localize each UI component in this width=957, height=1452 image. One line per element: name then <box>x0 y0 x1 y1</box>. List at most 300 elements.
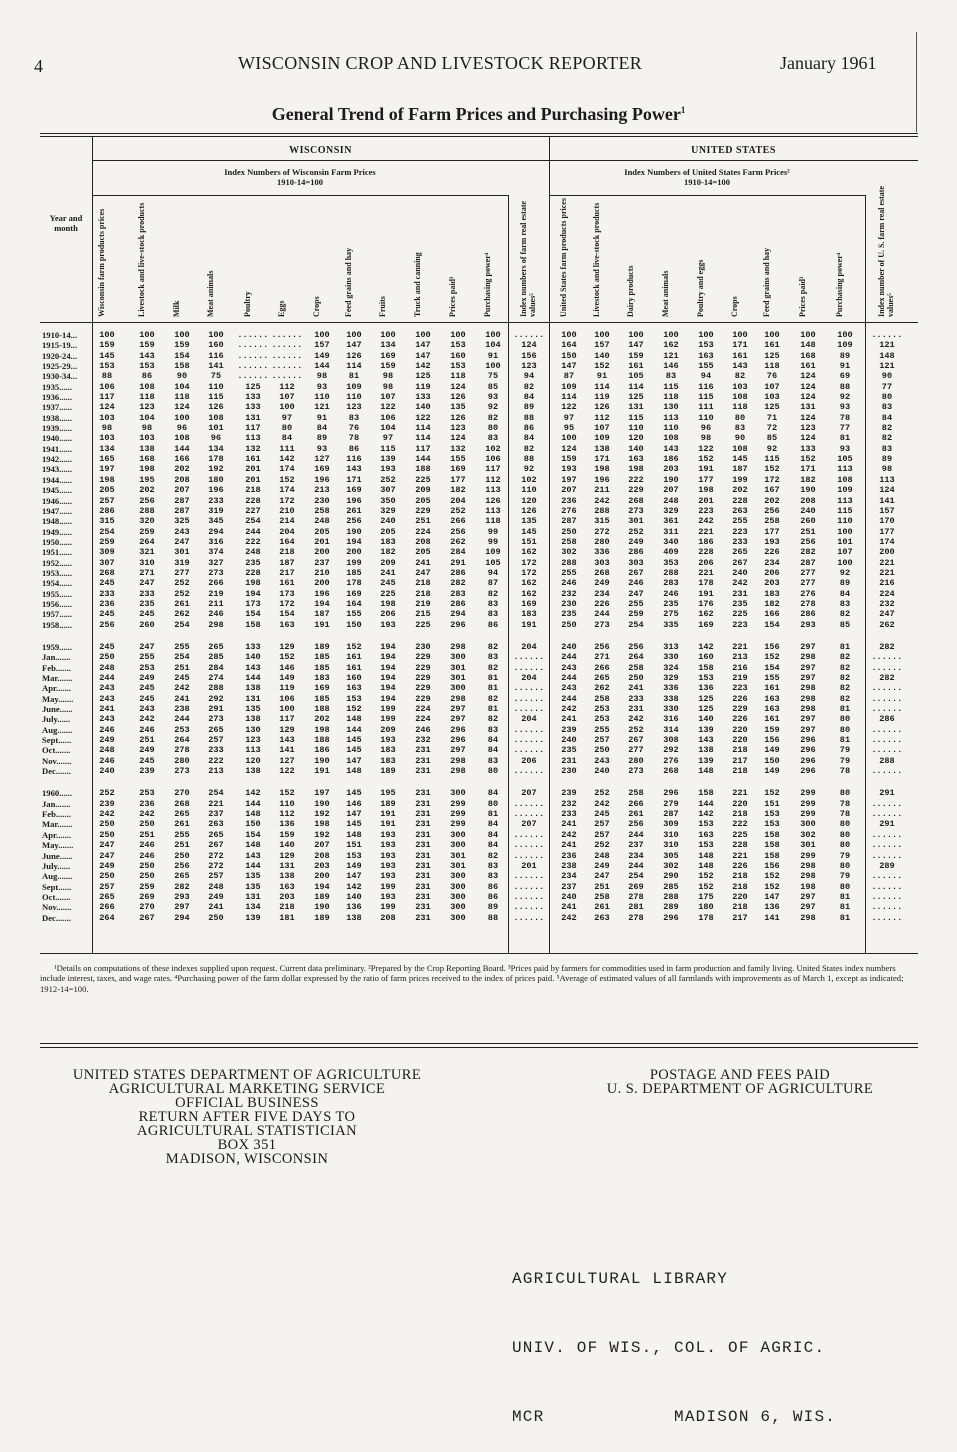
table-cell: 140 <box>279 840 295 851</box>
table-cell: 201 <box>245 474 261 485</box>
table-cell: 247 <box>879 609 895 620</box>
table-cell: 190 <box>314 755 330 766</box>
year-month-header: Year and month <box>49 213 83 233</box>
table-cell: 251 <box>415 516 431 527</box>
table-cell: 193 <box>380 891 396 902</box>
table-cell: 116 <box>208 350 224 361</box>
row-label: Aug....... <box>42 724 73 735</box>
title-footnote-mark: 1 <box>680 105 686 115</box>
table-cell: 214 <box>279 516 295 527</box>
table-cell: 186 <box>663 454 679 465</box>
table-cell: 247 <box>415 567 431 578</box>
table-cell: 169 <box>521 598 537 609</box>
table-cell: 224 <box>879 588 895 599</box>
table-cell: 190 <box>346 526 362 537</box>
table-cell: 129 <box>279 850 295 861</box>
table-cell: 231 <box>415 902 431 913</box>
table-cell: 257 <box>99 881 115 892</box>
table-row <box>40 454 920 464</box>
table-cell: 158 <box>698 662 714 673</box>
table-cell: ...... <box>513 652 545 663</box>
table-cell: ...... <box>513 704 545 715</box>
table-cell: ...... <box>513 881 545 892</box>
table-cell: 87 <box>563 371 575 382</box>
table-cell: 222 <box>245 536 261 547</box>
table-cell: 108 <box>663 433 679 444</box>
table-cell: 84 <box>487 745 499 756</box>
table-cell: 153 <box>698 673 714 683</box>
table-cell: 107 <box>279 392 295 403</box>
table-cell: 150 <box>764 755 780 766</box>
table-cell: ...... <box>871 798 903 809</box>
table-row <box>40 694 920 704</box>
us-group-header: UNITED STATES <box>691 145 776 156</box>
table-cell: 266 <box>208 578 224 589</box>
table-cell: 84 <box>523 433 535 444</box>
table-cell: 243 <box>174 526 190 537</box>
table-cell: 225 <box>415 619 431 630</box>
row-label: Sept...... <box>42 881 72 892</box>
table-cell: 258 <box>594 891 610 902</box>
table-cell: 244 <box>628 829 644 840</box>
table-cell: 147 <box>346 755 362 766</box>
table-cell: 121 <box>314 402 330 413</box>
table-cell: 136 <box>279 819 295 830</box>
row-label: 1952...... <box>42 557 73 568</box>
column-header: Truck and canning <box>413 252 422 317</box>
table-cell: 301 <box>450 662 466 673</box>
table-cell: 145 <box>346 788 362 799</box>
table-cell: 144 <box>314 361 330 372</box>
column-header: Meat animals <box>206 270 215 317</box>
table-cell: 216 <box>879 578 895 589</box>
column-header: Index numbers of farm real estate values⁵ <box>519 200 537 317</box>
table-cell: 240 <box>561 891 577 902</box>
table-cell: 160 <box>450 350 466 361</box>
table-cell: 256 <box>450 526 466 537</box>
table-cell: 97 <box>281 412 293 423</box>
row-label: Nov....... <box>42 902 72 913</box>
table-cell: 83 <box>881 443 893 454</box>
table-cell: 149 <box>279 673 295 683</box>
table-cell: 161 <box>764 714 780 725</box>
table-cell: 286 <box>450 598 466 609</box>
table-cell: 117 <box>279 714 295 725</box>
table-cell: 92 <box>766 443 778 454</box>
table-body <box>40 330 920 923</box>
table-cell: 259 <box>139 526 155 537</box>
table-cell: 296 <box>450 619 466 630</box>
table-cell: 126 <box>208 402 224 413</box>
table-cell: 265 <box>174 871 190 882</box>
table-cell: 154 <box>279 609 295 620</box>
table-cell: 242 <box>561 704 577 715</box>
table-cell: 158 <box>698 788 714 799</box>
running-title: WISCONSIN CROP AND LIVESTOCK REPORTER <box>238 53 643 73</box>
table-cell: 246 <box>139 850 155 861</box>
table-cell: 186 <box>698 536 714 547</box>
table-cell: 243 <box>561 662 577 673</box>
table-cell: 92 <box>839 392 851 403</box>
table-cell: 180 <box>208 474 224 485</box>
table-cell: 205 <box>380 526 396 537</box>
table-cell: 249 <box>99 735 115 746</box>
table-cell: 92 <box>839 567 851 578</box>
table-cell: 108 <box>732 443 748 454</box>
row-label: Apr....... <box>42 829 72 840</box>
table-cell: 162 <box>663 340 679 351</box>
table-cell: 118 <box>450 371 466 382</box>
table-cell: 118 <box>139 392 155 403</box>
table-cell: 82 <box>487 693 499 704</box>
table-cell: 80 <box>839 829 851 840</box>
table-cell: 259 <box>139 881 155 892</box>
table-cell: 172 <box>521 557 537 568</box>
postage-notice <box>570 1068 910 1096</box>
table-cell: 283 <box>663 578 679 589</box>
table-cell: 216 <box>732 662 748 673</box>
table-cell: 299 <box>450 819 466 830</box>
table-cell: 185 <box>314 662 330 673</box>
row-label: July...... <box>42 860 71 871</box>
table-cell: 286 <box>628 547 644 558</box>
table-cell: 320 <box>139 516 155 527</box>
table-cell: 294 <box>450 609 466 620</box>
table-cell: 154 <box>245 609 261 620</box>
table-cell: 329 <box>663 505 679 516</box>
table-cell: 206 <box>698 557 714 568</box>
table-cell: 103 <box>764 392 780 403</box>
table-cell: 313 <box>663 641 679 652</box>
table-row <box>40 537 920 547</box>
table-cell: 182 <box>450 485 466 496</box>
table-cell: 176 <box>698 598 714 609</box>
table-cell: 113 <box>245 745 261 756</box>
table-cell: 152 <box>346 704 362 715</box>
table-cell: ...... <box>871 912 903 923</box>
table-cell: 298 <box>800 652 816 663</box>
table-cell: 178 <box>698 578 714 589</box>
column-header: Purchasing power⁴ <box>835 252 844 317</box>
table-row <box>40 485 920 495</box>
table-row <box>40 840 920 850</box>
table-cell: 241 <box>380 567 396 578</box>
table-cell: 78 <box>839 766 851 777</box>
table-cell: 276 <box>663 755 679 766</box>
row-label: Nov....... <box>42 755 72 766</box>
table-cell: 171 <box>732 340 748 351</box>
table-cell: 78 <box>839 412 851 423</box>
table-cell: 100 <box>698 330 714 340</box>
table-row <box>40 371 920 381</box>
table-cell: 174 <box>279 485 295 496</box>
table-cell: 250 <box>628 673 644 683</box>
table-cell: 110 <box>698 412 714 423</box>
table-cell: 200 <box>346 547 362 558</box>
table-cell: 239 <box>99 798 115 809</box>
table-cell: 247 <box>99 840 115 851</box>
table-cell: 169 <box>314 464 330 475</box>
table-cell: 288 <box>879 755 895 766</box>
table-cell: 159 <box>628 350 644 361</box>
table-cell: 256 <box>174 860 190 871</box>
table-cell: 142 <box>698 641 714 652</box>
table-cell: 265 <box>208 829 224 840</box>
table-cell: 142 <box>698 809 714 820</box>
table-cell: 111 <box>698 402 714 413</box>
table-cell: 78 <box>348 433 360 444</box>
postage-line: U. S. DEPARTMENT OF AGRICULTURE <box>606 1081 874 1097</box>
table-cell: ...... <box>871 850 903 861</box>
table-row <box>40 809 920 819</box>
table-cell: 241 <box>561 840 577 851</box>
table-cell: 152 <box>698 871 714 882</box>
table-cell: 235 <box>561 745 577 756</box>
table-cell: 75 <box>210 371 222 382</box>
table-cell: 160 <box>346 673 362 683</box>
table-cell: 264 <box>99 912 115 923</box>
table-cell: ...... <box>271 361 303 372</box>
table-cell: ...... <box>871 902 903 913</box>
table-cell: 203 <box>764 578 780 589</box>
table-row <box>40 725 920 735</box>
table-cell: 225 <box>732 829 748 840</box>
table-cell: 230 <box>415 641 431 652</box>
table-cell: 191 <box>698 464 714 475</box>
table-cell: 98 <box>316 371 328 382</box>
table-cell: 243 <box>561 683 577 694</box>
column-header: Crops <box>312 296 321 317</box>
table-cell: 124 <box>521 340 537 351</box>
table-cell: 300 <box>450 683 466 694</box>
table-cell: 198 <box>800 881 816 892</box>
table-cell: 288 <box>663 891 679 902</box>
table-cell: 209 <box>380 557 396 568</box>
table-cell: 301 <box>174 547 190 558</box>
table-cell: 79 <box>839 755 851 766</box>
table-cell: 82 <box>881 433 893 444</box>
table-cell: 296 <box>800 766 816 777</box>
table-cell: 232 <box>561 798 577 809</box>
table-cell: 268 <box>99 567 115 578</box>
table-cell: 130 <box>245 724 261 735</box>
table-row <box>40 745 920 755</box>
table-cell: 273 <box>208 567 224 578</box>
table-cell: 205 <box>314 526 330 537</box>
table-cell: 100 <box>174 330 190 340</box>
table-cell: 126 <box>485 495 501 506</box>
table-cell: 209 <box>380 724 396 735</box>
table-cell: 258 <box>764 516 780 527</box>
table-cell: 126 <box>521 505 537 516</box>
table-cell: 261 <box>594 902 610 913</box>
table-cell: 81 <box>839 433 851 444</box>
table-cell: 231 <box>415 860 431 871</box>
table-row <box>40 516 920 526</box>
table-cell: 241 <box>208 902 224 913</box>
row-label: 1955...... <box>42 588 73 599</box>
table-cell: 222 <box>732 819 748 830</box>
table-cell: 246 <box>628 578 644 589</box>
table-cell: 135 <box>450 402 466 413</box>
table-cell: 133 <box>245 402 261 413</box>
table-cell: 298 <box>800 683 816 694</box>
table-cell: 218 <box>732 809 748 820</box>
table-cell: 231 <box>732 588 748 599</box>
table-cell: 291 <box>879 788 895 799</box>
table-cell: 148 <box>800 340 816 351</box>
table-cell: 254 <box>245 516 261 527</box>
table-cell: 100 <box>594 330 610 340</box>
table-cell: 244 <box>561 652 577 663</box>
table-cell: 113 <box>837 495 853 506</box>
table-cell: 299 <box>800 850 816 861</box>
table-cell: 247 <box>139 578 155 589</box>
table-cell: 121 <box>879 361 895 372</box>
table-cell: 110 <box>521 485 537 496</box>
table-cell: 152 <box>764 652 780 663</box>
table-cell: 144 <box>698 798 714 809</box>
table-cell: 116 <box>698 381 714 392</box>
table-cell: ...... <box>871 693 903 704</box>
table-cell: 246 <box>139 840 155 851</box>
table-cell: 100 <box>279 402 295 413</box>
table-cell: 106 <box>99 381 115 392</box>
table-cell: 229 <box>628 485 644 496</box>
table-cell: 92 <box>523 464 535 475</box>
table-cell: 177 <box>879 526 895 537</box>
table-cell: 136 <box>764 902 780 913</box>
table-cell: 246 <box>208 609 224 620</box>
table-row <box>40 609 920 619</box>
table-cell: 144 <box>346 724 362 735</box>
table-cell: 302 <box>800 829 816 840</box>
table-cell: 247 <box>99 850 115 861</box>
table-row <box>40 830 920 840</box>
table-cell: 90 <box>176 371 188 382</box>
table-cell: 297 <box>800 714 816 725</box>
table-cell: 264 <box>139 536 155 547</box>
row-label: 1935...... <box>42 381 73 392</box>
table-cell: 191 <box>521 619 537 630</box>
table-cell: ...... <box>513 891 545 902</box>
table-cell: 231 <box>415 840 431 851</box>
table-cell: 183 <box>380 536 396 547</box>
table-cell: 193 <box>380 850 396 861</box>
wisconsin-group-header: WISCONSIN <box>289 145 352 156</box>
table-cell: 203 <box>279 891 295 902</box>
table-cell: 273 <box>628 766 644 777</box>
table-cell: 231 <box>415 745 431 756</box>
table-cell: 88 <box>101 371 113 382</box>
table-cell: 161 <box>346 652 362 663</box>
table-cell: 148 <box>346 766 362 777</box>
row-label: July...... <box>42 714 71 725</box>
table-cell: 188 <box>314 735 330 746</box>
table-cell: 126 <box>450 412 466 423</box>
table-cell: 164 <box>346 598 362 609</box>
table-cell: 226 <box>732 714 748 725</box>
table-row <box>40 704 920 714</box>
table-cell: 267 <box>139 912 155 923</box>
table-cell: 192 <box>208 464 224 475</box>
table-cell: 253 <box>594 714 610 725</box>
table-cell: 299 <box>800 788 816 799</box>
table-cell: 255 <box>174 829 190 840</box>
table-cell: 300 <box>800 819 816 830</box>
table-cell: 86 <box>487 619 499 630</box>
table-cell: 228 <box>245 567 261 578</box>
table-cell: 84 <box>487 819 499 830</box>
table-row <box>40 340 920 350</box>
table-cell: 143 <box>346 464 362 475</box>
table-cell: 156 <box>764 860 780 871</box>
table-cell: 218 <box>415 578 431 589</box>
table-cell: 99 <box>487 536 499 547</box>
table-cell: 108 <box>837 474 853 485</box>
table-cell: 255 <box>732 516 748 527</box>
table-cell: 207 <box>521 819 537 830</box>
table-cell: 207 <box>561 485 577 496</box>
table-cell: 169 <box>698 619 714 630</box>
table-cell: 336 <box>663 683 679 694</box>
table-cell: 125 <box>764 350 780 361</box>
table-cell: 82 <box>487 850 499 861</box>
table-cell: ...... <box>513 683 545 694</box>
table-cell: 145 <box>99 350 115 361</box>
table-cell: 124 <box>800 392 816 403</box>
table-cell: 225 <box>732 609 748 620</box>
table-cell: 141 <box>879 495 895 506</box>
table-cell: 226 <box>732 860 748 871</box>
table-cell: 253 <box>139 788 155 799</box>
table-cell: 100 <box>663 330 679 340</box>
table-cell: 115 <box>837 505 853 516</box>
table-cell: 194 <box>380 641 396 652</box>
row-label: Feb....... <box>42 662 71 673</box>
table-cell: 262 <box>174 609 190 620</box>
table-cell: 107 <box>764 381 780 392</box>
table-cell: 135 <box>245 704 261 715</box>
table-cell: 156 <box>764 641 780 652</box>
table-cell: 124 <box>800 412 816 423</box>
table-cell: 114 <box>628 381 644 392</box>
table-cell: 267 <box>628 567 644 578</box>
table-cell: 100 <box>837 557 853 568</box>
table-cell: 229 <box>732 704 748 715</box>
table-cell: 121 <box>879 340 895 351</box>
table-cell: 154 <box>174 350 190 361</box>
table-cell: 242 <box>594 495 610 506</box>
table-cell: 100 <box>764 330 780 340</box>
table-cell: 142 <box>415 361 431 372</box>
table-row <box>40 861 920 871</box>
row-label: 1925-29... <box>42 361 78 372</box>
table-cell: 85 <box>766 433 778 444</box>
table-cell: 280 <box>594 536 610 547</box>
table-cell: 198 <box>628 464 644 475</box>
table-cell: 296 <box>800 745 816 756</box>
table-cell: 126 <box>594 402 610 413</box>
table-cell: ...... <box>271 330 303 340</box>
table-cell: 164 <box>279 536 295 547</box>
table-cell: 79 <box>839 871 851 882</box>
table-cell: 299 <box>800 798 816 809</box>
table-cell: 107 <box>837 547 853 558</box>
table-cell: 206 <box>764 567 780 578</box>
table-cell: 242 <box>732 578 748 589</box>
table-cell: 183 <box>314 673 330 683</box>
